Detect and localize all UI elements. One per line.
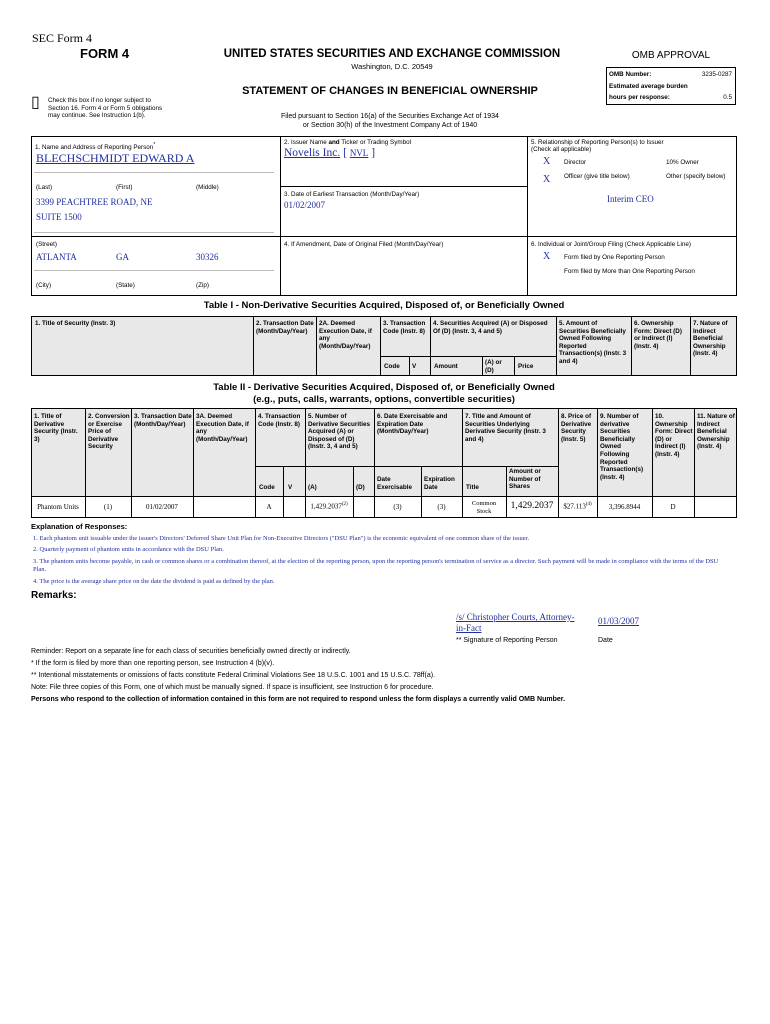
table2-subtitle: (e.g., puts, calls, warrants, options, convertible securities)	[253, 394, 515, 405]
street-line1: 3399 PEACHTREE ROAD, NE	[36, 197, 153, 207]
street-line2: SUITE 1500	[36, 212, 82, 222]
t2-row-date: 01/02/2007	[146, 503, 178, 511]
t2-sub-title: Title	[466, 484, 479, 491]
ten-pct-owner-label: 10% Owner	[666, 159, 699, 166]
issuer-label: 2. Issuer Name and Ticker or Trading Symbol	[284, 139, 412, 146]
city-value: ATLANTA	[36, 252, 77, 262]
filing-one-label: Form filed by One Reporting Person	[564, 254, 665, 261]
t2-col-ownership: 10. Ownership Form: Direct (D) or Indirect (I) (Instr. 4)	[655, 413, 693, 458]
t2-col-exercisable: 6. Date Exercisable and Expiration Date (Month/Day/Year)	[377, 413, 448, 436]
filed-pursuant-line1: Filed pursuant to Section 16(a) of the Securities Exchange Act of 1934	[281, 113, 499, 120]
t2-sub-expiration: Expiration Date	[424, 476, 455, 491]
agency-city: Washington, D.C. 20549	[351, 62, 433, 71]
agency-name: UNITED STATES SECURITIES AND EXCHANGE COMMISSION	[223, 48, 561, 60]
footnote-1: 1. Each phantom unit issuable under the issuer's Directors' Deferred Share Unit Plan for Non-Executive Directors ("DSU Plan") is the economic equivalent of one common share of the issuer.	[33, 535, 530, 542]
t2-row-exercisable: (3)	[393, 503, 402, 511]
middle-label: (Middle)	[196, 184, 219, 191]
t2-row-underlying-amount: 1,429.2037	[510, 501, 554, 511]
t2-col-price: 8. Price of Derivative Security (Instr. 5)	[561, 413, 592, 443]
state-value: GA	[116, 252, 129, 262]
t2-col-owned: 9. Number of derivative Securities Beneficially Owned Following Reported Transaction(s) (Instr. 4)	[600, 413, 644, 481]
t2-sub-amount-shares: Amount or Number of Shares	[509, 468, 541, 491]
remarks-title: Remarks:	[31, 590, 77, 601]
form-number: FORM 4	[80, 46, 130, 61]
director-mark[interactable]: X	[543, 156, 551, 167]
t1-sub-code: Code	[384, 363, 400, 370]
explanation-title: Explanation of Responses:	[31, 522, 128, 531]
relationship-label: 5. Relationship of Reporting Person(s) to Issuer	[531, 139, 664, 146]
director-label: Director	[564, 159, 587, 166]
t2-col-code: 4. Transaction Code (Instr. 8)	[258, 413, 301, 428]
t2-row-expiration: (3)	[437, 503, 446, 511]
t2-sub-a: (A)	[308, 484, 317, 491]
t2-sub-d: (D)	[356, 484, 365, 491]
table1-title: Table I - Non-Derivative Securities Acquired, Disposed of, or Beneficially Owned	[203, 300, 565, 311]
note-multiple-filers: * If the form is filed by more than one reporting person, see Instruction 4 (b)(v).	[31, 660, 275, 667]
t2-sub-code: Code	[259, 484, 275, 491]
reporting-person-name[interactable]: BLECHSCHMIDT EDWARD A	[36, 151, 195, 165]
city-label: (City)	[36, 282, 52, 289]
t2-col-date: 3. Transaction Date (Month/Day/Year)	[134, 413, 192, 428]
t1-col-amount-owned: 5. Amount of Securities Beneficially Owned Following Reported Transaction(s) (Instr. 3 and 4)	[559, 320, 627, 365]
footnote-4: 4. The price is the average share price on the date the dividend is paid as defined by the plan.	[33, 578, 275, 585]
note-copies: Note: File three copies of this Form, one of which must be manually signed. If space is insufficient, see Instruction 6 for procedure.	[31, 684, 434, 691]
t1-sub-aord: (A) or (D)	[485, 359, 502, 374]
t1-col-deemed: 2A. Deemed Execution Date, if any (Month/Day/Year)	[319, 320, 372, 350]
t1-sub-v: V	[412, 363, 417, 370]
table2-title: Table II - Derivative Securities Acquired, Disposed of, or Beneficially Owned	[213, 382, 555, 393]
t2-col-underlying: 7. Title and Amount of Securities Underlying Derivative Security (Instr. 3 and 4)	[465, 413, 546, 443]
t2-row-conversion: (1)	[103, 503, 113, 511]
earliest-date-value: 01/02/2007	[284, 200, 326, 210]
issuer-name-row: Novelis Inc. [ NVL ]	[284, 147, 376, 159]
t2-row-amount: 1,429.2037$^{(2)}$	[310, 502, 348, 511]
earliest-date-label: 3. Date of Earliest Transaction (Month/Day/Year)	[284, 191, 420, 198]
t1-col-date: 2. Transaction Date (Month/Day/Year)	[256, 320, 314, 335]
issuer-name-link[interactable]: Novelis Inc.	[284, 147, 341, 159]
omb-hours-label: hours per response:	[609, 94, 670, 101]
other-label: Other (specify below)	[666, 173, 726, 180]
t2-sub-v: V	[288, 484, 293, 491]
t2-row-price: $27.113$^{(4)}$	[563, 502, 592, 511]
t2-row-underlying-title: Common Stock	[471, 500, 497, 515]
filing-label: 6. Individual or Joint/Group Filing (Check Applicable Line)	[531, 241, 691, 248]
filed-pursuant-line2: or Section 30(h) of the Investment Company Act of 1940	[302, 122, 478, 129]
t1-col-ownership: 6. Ownership Form: Direct (D) or Indirect (I) (Instr. 4)	[634, 320, 682, 350]
filing-one-mark[interactable]: X	[543, 251, 551, 262]
officer-label: Officer (give title below)	[564, 173, 630, 180]
omb-number-value: 3235-0287	[701, 71, 732, 78]
t1-col-title: 1. Title of Security (Instr. 3)	[35, 320, 116, 327]
section16-checkbox[interactable]: ▯	[31, 94, 40, 111]
t1-sub-amount: Amount	[434, 363, 458, 370]
signature-date-label: Date	[598, 637, 613, 644]
t1-sub-price: Price	[518, 363, 534, 370]
issuer-ticker-link[interactable]: NVL	[349, 148, 369, 158]
signature-line2: in-Fact	[456, 623, 482, 633]
t2-row-owned: 3,396.8944	[608, 503, 641, 511]
signature-line1: /s/ Christopher Courts, Attorney-	[456, 612, 575, 622]
omb-hours-value: 0.5	[723, 94, 732, 101]
first-label: (First)	[116, 184, 133, 191]
t2-col-deemed: 3A. Deemed Execution Date, if any (Month/Day/Year)	[196, 413, 249, 443]
reminder-note: Reminder: Report on a separate line for each class of securities beneficially owned directly or indirectly.	[31, 648, 351, 655]
officer-mark[interactable]: X	[543, 174, 551, 185]
note-misstatements: ** Intentional misstatements or omissions of facts constitute Federal Criminal Violations See 18 U.S.C. 1001 and 15 U.S.C. 78ff(a).	[31, 672, 435, 679]
t2-row-form: D	[670, 503, 676, 511]
state-label: (State)	[116, 282, 135, 289]
amendment-label: 4. If Amendment, Date of Original Filed (Month/Day/Year)	[284, 241, 444, 248]
zip-label: (Zip)	[196, 282, 209, 289]
t2-col-title: 1. Title of Derivative Security (Instr. 3)	[34, 413, 78, 443]
sec-form-label: SEC Form 4	[32, 31, 93, 45]
t1-col-code: 3. Transaction Code (Instr. 8)	[383, 320, 426, 335]
filing-more-label: Form filed by More than One Reporting Person	[564, 268, 695, 275]
note-omb-validity: Persons who respond to the collection of information contained in this form are not required to respond unless the form displays a currently valid OMB Number.	[31, 696, 566, 703]
footnote-2: 2. Quarterly payment of phantom units in accordance with the DSU Plan.	[33, 546, 224, 553]
street-label: (Street)	[36, 241, 57, 248]
t2-col-conversion: 2. Conversion or Exercise Price of Derivative Security	[88, 413, 130, 451]
footnote-3: 3. The phantom units become payable, in cash or common shares or a combination thereof, at the election of the reporting person, upon the reporting person's termination of service as a director. Such payment will be made in compliance with the terms of the DSU Plan.	[33, 558, 719, 573]
omb-number-label: OMB Number:	[609, 71, 652, 78]
section16-checkbox-text: Check this box if no longer subject to Section 16. Form 4 or Form 5 obligations may continue. See Instruction 1(b).	[48, 97, 163, 120]
t2-sub-date-exercisable: Date Exercisable	[377, 476, 413, 491]
zip-value: 30326	[196, 252, 219, 262]
t2-row-security: Phantom Units	[37, 503, 79, 511]
reporting-person-label: 1. Name and Address of Reporting Person*	[35, 142, 156, 152]
signature-date: 01/03/2007	[598, 616, 640, 626]
t1-col-acquired: 4. Securities Acquired (A) or Disposed Of (D) (Instr. 3, 4 and 5)	[433, 320, 548, 335]
officer-title: Interim CEO	[607, 194, 654, 204]
last-label: (Last)	[36, 184, 53, 191]
signature-label: ** Signature of Reporting Person	[456, 637, 558, 644]
t2-row-code: A	[266, 503, 272, 511]
omb-approval-title: OMB APPROVAL	[631, 50, 711, 61]
omb-burden-label: Estimated average burden	[609, 83, 688, 90]
relationship-sublabel: (Check all applicable)	[531, 146, 592, 153]
t1-col-nature: 7. Nature of Indirect Beneficial Ownership (Instr. 4)	[693, 320, 728, 358]
statement-title: STATEMENT OF CHANGES IN BENEFICIAL OWNERSHIP	[242, 85, 538, 97]
t2-col-nature: 11. Nature of Indirect Beneficial Ownership (Instr. 4)	[697, 413, 735, 451]
t2-col-number: 5. Number of Derivative Securities Acquired (A) or Disposed of (D) (Instr. 3, 4 and 5)	[308, 413, 370, 451]
